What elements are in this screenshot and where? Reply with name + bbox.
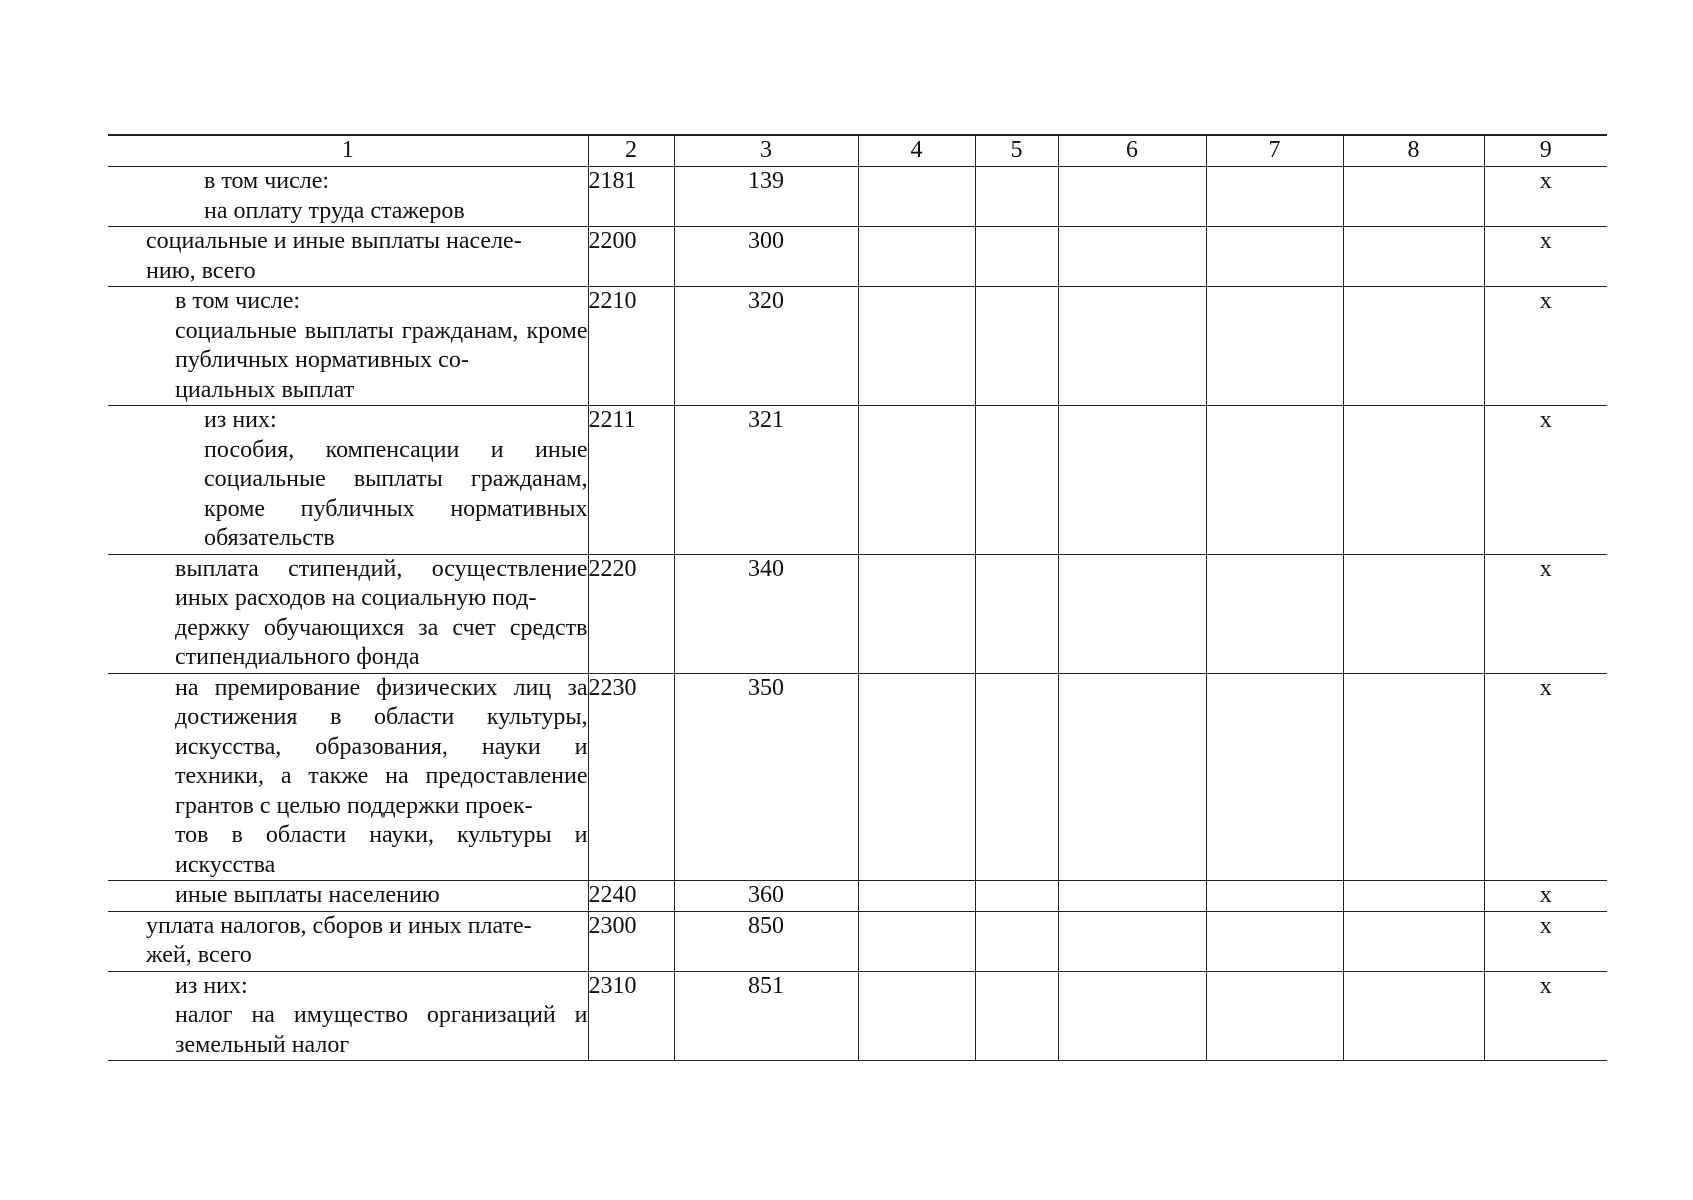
row-code-cell: 2210	[588, 287, 674, 406]
row-code-cell: 2181	[588, 167, 674, 227]
row-empty-cell-8	[1343, 971, 1484, 1061]
row-name-cell	[108, 167, 588, 227]
row-col9-cell: х	[1484, 881, 1607, 912]
row-col9-cell: х	[1484, 287, 1607, 406]
row-name-line: иные выплаты населению	[175, 882, 440, 908]
row-code-cell: 2240	[588, 881, 674, 912]
row-empty-cell-5	[975, 554, 1058, 673]
row-kosgu-cell: 850	[674, 911, 858, 971]
row-name-line: жей, всего	[146, 942, 252, 968]
row-empty-cell-8	[1343, 673, 1484, 881]
row-name-line: социальные и иные выплаты населе-	[146, 228, 522, 254]
row-kosgu-cell: 360	[674, 881, 858, 912]
row-name-cell	[108, 227, 588, 287]
row-name-cell	[108, 287, 588, 406]
row-empty-cell-4	[858, 167, 975, 227]
table-row	[108, 287, 1607, 406]
row-name-line: из них:	[175, 972, 248, 999]
row-empty-cell-6	[1058, 554, 1206, 673]
row-col9-cell: х	[1484, 971, 1607, 1061]
row-empty-cell-5	[975, 287, 1058, 406]
row-empty-cell-6	[1058, 167, 1206, 227]
table-row	[108, 911, 1607, 971]
row-code-cell: 2220	[588, 554, 674, 673]
row-empty-cell-5	[975, 911, 1058, 971]
header-cell-7: 7	[1206, 135, 1343, 167]
row-empty-cell-7	[1206, 227, 1343, 287]
row-name-line: тов в области науки, культуры и искусства	[175, 822, 588, 878]
row-empty-cell-4	[858, 227, 975, 287]
row-empty-cell-5	[975, 227, 1058, 287]
row-name-line: держку обучающихся за счет средств стипендиального фонда	[175, 614, 588, 670]
row-empty-cell-4	[858, 881, 975, 912]
row-code-cell: 2300	[588, 911, 674, 971]
header-cell-8: 8	[1343, 135, 1484, 167]
row-kosgu-cell: 300	[674, 227, 858, 287]
row-name-line: в том числе:	[204, 168, 330, 194]
row-empty-cell-7	[1206, 911, 1343, 971]
row-empty-cell-7	[1206, 554, 1343, 673]
row-empty-cell-5	[975, 406, 1058, 555]
table-row	[108, 167, 1607, 227]
row-col9-cell: х	[1484, 554, 1607, 673]
row-empty-cell-4	[858, 971, 975, 1061]
row-name-cell	[108, 673, 588, 881]
row-empty-cell-7	[1206, 673, 1343, 881]
row-name-line: нию, всего	[146, 257, 256, 284]
row-empty-cell-8	[1343, 167, 1484, 227]
row-empty-cell-6	[1058, 227, 1206, 287]
row-name-cell	[108, 554, 588, 673]
row-empty-cell-5	[975, 167, 1058, 227]
row-name-cell	[108, 406, 588, 555]
row-name-line: социальные выплаты гражданам, кроме публичных нормативных со-	[175, 317, 588, 373]
row-kosgu-cell: 851	[674, 971, 858, 1061]
row-kosgu-cell: 340	[674, 554, 858, 673]
row-kosgu-cell: 139	[674, 167, 858, 227]
row-col9-cell: х	[1484, 167, 1607, 227]
row-name-line: выплата стипендий, осуществление иных расходов на социальную под-	[175, 555, 588, 611]
row-empty-cell-6	[1058, 287, 1206, 406]
row-code-cell: 2211	[588, 406, 674, 555]
row-empty-cell-5	[975, 881, 1058, 912]
row-kosgu-cell: 350	[674, 673, 858, 881]
row-empty-cell-6	[1058, 673, 1206, 881]
row-empty-cell-7	[1206, 881, 1343, 912]
header-cell-1: 1	[108, 135, 588, 167]
row-name-line: на оплату труда стажеров	[204, 197, 465, 224]
row-name-cell	[108, 971, 588, 1061]
header-cell-9: 9	[1484, 135, 1607, 167]
row-code-cell: 2310	[588, 971, 674, 1061]
row-name-cell	[108, 911, 588, 971]
row-empty-cell-7	[1206, 971, 1343, 1061]
row-name-line: на премирование физических лиц за достижения в области культуры, искусства, образования, науки и техники, а также на предоставление грантов с целью поддержки проек-	[175, 674, 588, 819]
budget-table	[108, 134, 1607, 1061]
row-empty-cell-6	[1058, 911, 1206, 971]
table-row	[108, 227, 1607, 287]
row-empty-cell-4	[858, 406, 975, 555]
row-empty-cell-5	[975, 971, 1058, 1061]
row-empty-cell-6	[1058, 881, 1206, 912]
header-cell-3: 3	[674, 135, 858, 167]
row-name-line: из них:	[204, 407, 277, 433]
row-empty-cell-8	[1343, 287, 1484, 406]
header-cell-4: 4	[858, 135, 975, 167]
row-empty-cell-8	[1343, 911, 1484, 971]
row-empty-cell-7	[1206, 406, 1343, 555]
row-name-line: в том числе:	[175, 288, 301, 314]
row-col9-cell: х	[1484, 227, 1607, 287]
row-empty-cell-4	[858, 287, 975, 406]
row-empty-cell-8	[1343, 554, 1484, 673]
row-empty-cell-6	[1058, 971, 1206, 1061]
row-empty-cell-4	[858, 554, 975, 673]
row-col9-cell: х	[1484, 406, 1607, 555]
row-empty-cell-8	[1343, 406, 1484, 555]
row-col9-cell: х	[1484, 911, 1607, 971]
row-empty-cell-4	[858, 911, 975, 971]
row-empty-cell-8	[1343, 227, 1484, 287]
table-row	[108, 971, 1607, 1061]
row-name-line: циальных выплат	[175, 376, 355, 403]
table-row	[108, 554, 1607, 673]
header-cell-6: 6	[1058, 135, 1206, 167]
row-kosgu-cell: 321	[674, 406, 858, 555]
row-name-line: пособия, компенсации и иные социальные выплаты гражданам, кроме публичных нормативных обязательств	[204, 436, 588, 551]
row-empty-cell-7	[1206, 287, 1343, 406]
row-kosgu-cell: 320	[674, 287, 858, 406]
row-empty-cell-7	[1206, 167, 1343, 227]
table-row	[108, 881, 1607, 912]
row-col9-cell: х	[1484, 673, 1607, 881]
row-empty-cell-6	[1058, 406, 1206, 555]
row-name-line: налог на имущество организаций и земельный налог	[175, 1002, 588, 1058]
row-name-line: уплата налогов, сборов и иных плате-	[146, 912, 532, 939]
row-empty-cell-5	[975, 673, 1058, 881]
row-code-cell: 2230	[588, 673, 674, 881]
table-row	[108, 406, 1607, 555]
row-empty-cell-4	[858, 673, 975, 881]
row-empty-cell-8	[1343, 881, 1484, 912]
header-row	[108, 135, 1607, 167]
table-body	[108, 167, 1607, 1061]
header-cell-2: 2	[588, 135, 674, 167]
table-row	[108, 673, 1607, 881]
row-code-cell: 2200	[588, 227, 674, 287]
row-name-cell	[108, 881, 588, 912]
header-cell-5: 5	[975, 135, 1058, 167]
